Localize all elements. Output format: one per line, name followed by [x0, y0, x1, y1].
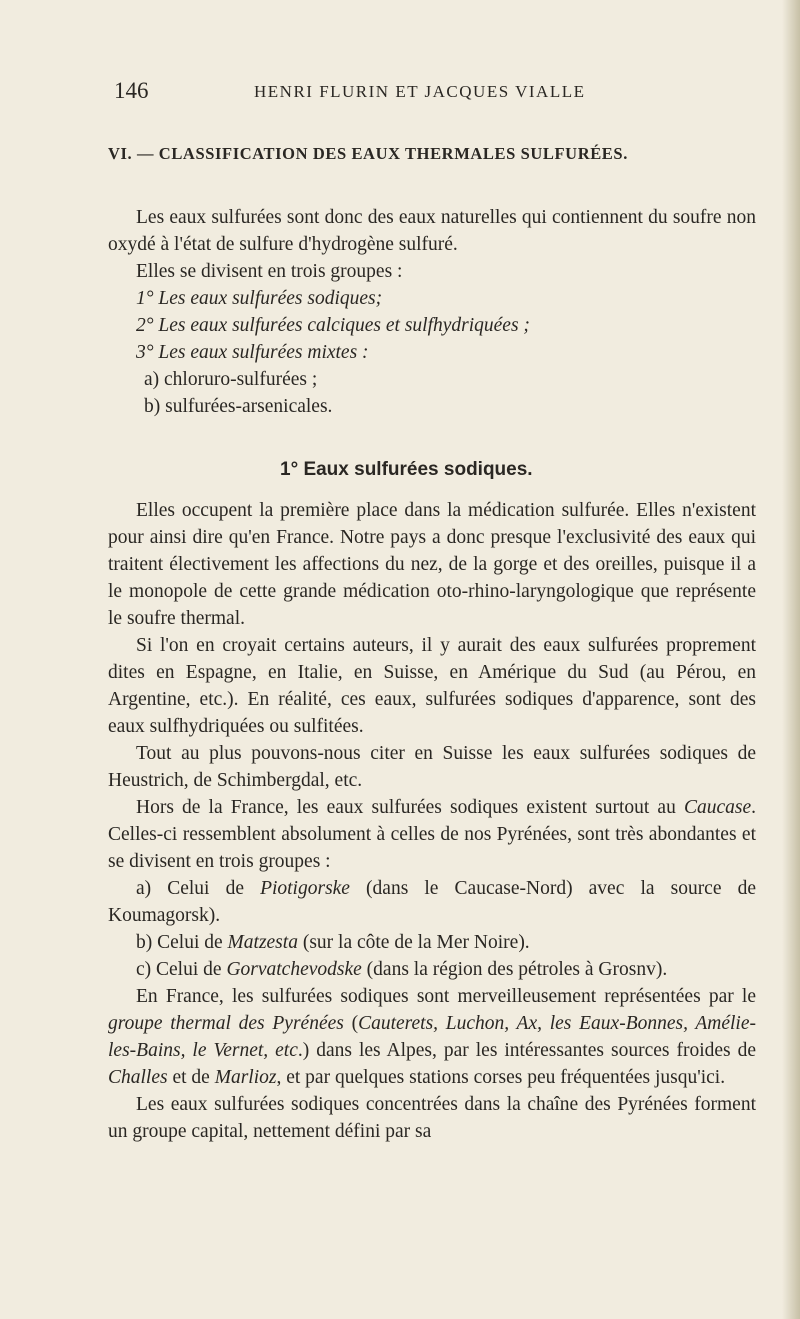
running-title: HENRI FLURIN ET JACQUES VIALLE	[254, 82, 586, 101]
list-subitem-arsenicales: b) sulfurées-arsenicales.	[144, 396, 333, 417]
intro-groups-sentence: Elles se divisent en trois groupes :	[136, 261, 403, 282]
caucase-group-c: c) Celui de Gorvatchevodske (dans la région des pétroles à Grosnv).	[136, 959, 668, 980]
section-title: VI. — CLASSIFICATION DES EAUX THERMALES SULFURÉES.	[108, 144, 628, 163]
page-header	[114, 78, 754, 108]
paragraph-auteurs: Si l'on en croyait certains auteurs, il y aurait des eaux sulfurées proprement dites en Espagne, en Italie, en Suisse, en Amérique du Sud (au Pérou, en Argentine, etc.). En réalité, ces eaux, sulfurées sodiques d'apparence, sont des eaux sulfhydriquées ou sulfitées.	[108, 635, 756, 737]
list-subitem-chloruro: a) chloruro-sulfurées ;	[144, 369, 318, 390]
paragraph-pyrenees: Les eaux sulfurées sodiques concentrées dans la chaîne des Pyrénées forment un groupe capital, nettement défini par sa	[108, 1094, 756, 1142]
page-body	[108, 140, 756, 1145]
paragraph-caucase: Hors de la France, les eaux sulfurées sodiques existent surtout au Caucase. Celles-ci ressemblent absolument à celles de nos Pyrénées, sont très abondantes et se divisent en trois groupes :	[108, 797, 756, 872]
paragraph-france: En France, les sulfurées sodiques sont merveilleusement représentées par le groupe thermal des Pyrénées (Cauterets, Luchon, Ax, les Eaux-Bonnes, Amélie-les-Bains, le Vernet, etc.) dans les Alpes, par les intéressantes sources froides de Challes et de Marlioz, et par quelques stations corses peu fréquentées jusqu'ici.	[108, 986, 756, 1088]
paragraph-suisse: Tout au plus pouvons-nous citer en Suisse les eaux sulfurées sodiques de Heustrich, de Schimbergdal, etc.	[108, 743, 756, 791]
page-edge-shadow	[782, 0, 800, 1319]
caucase-group-a: a) Celui de Piotigorske (dans le Caucase-Nord) avec la source de Koumagorsk).	[108, 878, 756, 926]
list-item-mixtes: 3° Les eaux sulfurées mixtes :	[136, 342, 369, 363]
list-item-calciques: 2° Les eaux sulfurées calciques et sulfhydriquées ;	[136, 315, 530, 336]
page-number: 146	[114, 78, 149, 103]
paragraph-premiere-place: Elles occupent la première place dans la médication sulfurée. Elles n'existent pour ainsi dire qu'en France. Notre pays a donc presque l'exclusivité des eaux qui traitent électivement les affections du nez, de la gorge et des oreilles, puisque il a le monopole de cette grande médication oto-rhino-laryngologique que représente le soufre thermal.	[108, 500, 756, 629]
intro-paragraph: Les eaux sulfurées sont donc des eaux naturelles qui contiennent du soufre non oxydé à l'état de sulfure d'hydrogène sulfuré.	[108, 207, 756, 255]
caucase-group-b: b) Celui de Matzesta (sur la côte de la Mer Noire).	[136, 932, 530, 953]
list-item-sodiques: 1° Les eaux sulfurées sodiques;	[136, 288, 383, 309]
subsection-title: 1° Eaux sulfurées sodiques.	[280, 459, 533, 480]
